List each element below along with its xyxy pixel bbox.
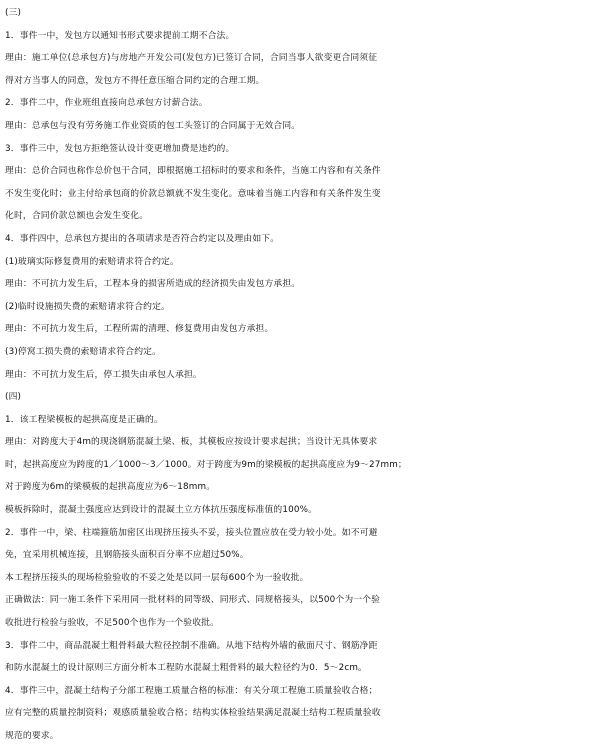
text-line: 理由：总价合同也称作总价包干合同，即根据施工招标时的要求和条件，当施工内容和有关条件 <box>5 166 381 177</box>
text-line: (四) <box>5 392 22 403</box>
text-line: 不发生变化时；业主付给承包商的价款总额就不发生变化。意味着当施工内容和有关条件发生变 <box>5 188 381 199</box>
text-line: 1．事件一中，发包方以通知书形式要求提前工期不合法。 <box>5 30 235 41</box>
text-line: 得对方当事人的同意，发包方不得任意压缩合同约定的合理工期。 <box>5 75 265 86</box>
text-line: 应有完整的质量控制资料；观感质量验收合格；结构实体检验结果满足混凝土结构工程质量验收 <box>5 708 381 719</box>
text-line: 理由：总承包与没有劳务施工作业资质的包工头签订的合同属于无效合同。 <box>5 120 301 131</box>
text-line: 理由：不可抗力发生后，停工损失由承包人承担。 <box>5 369 202 380</box>
text-line: 和防水混凝土的设计原则三方面分析本工程防水混凝土粗骨料的最大粒径约为0．5～2cm。 <box>5 663 367 674</box>
text-line: 理由：施工单位(总承包方)与房地产开发公司(发包方)已签订合同，合同当事人欲变更合同须征 <box>5 53 378 64</box>
text-line: 3．事件三中，发包方拒绝签认设计变更增加费是违约的。 <box>5 143 235 154</box>
text-line: 正确做法：同一施工条件下采用同一批材料的同等级、同形式、同规格接头，以500个为一个验 <box>5 595 381 606</box>
text-line: (3)停窝工损失费的索赔请求符合约定。 <box>5 346 162 357</box>
text-line: 理由：对跨度大于4m的现浇钢筋混凝土梁、板，其模板应按设计要求起拱；当设计无具体要求 <box>5 437 378 448</box>
text-line: 理由：不可抗力发生后，工程所需的清理、修复费用由发包方承担。 <box>5 324 274 335</box>
text-line: 1．该工程梁模板的起拱高度是正确的。 <box>5 414 163 425</box>
text-line: 时，起拱高度应为跨度的1／1000～3／1000。对于跨度为9m的梁模板的起拱高度应为9～27mm； <box>5 459 407 470</box>
text-line: 3．事件二中，商品混凝土粗骨料最大粒径控制不准确。从地下结构外墙的截面尺寸、钢筋净距 <box>5 640 378 651</box>
text-line: 4．事件三中，混凝土结构子分部工程施工质量合格的标准：有关分项工程施工质量验收合格； <box>5 685 378 696</box>
text-line: 化时，合同价款总额也会发生变化。 <box>5 211 149 222</box>
text-line: 本工程挤压接头的现场检验验收的不妥之处是以同一层每600个为一验收批。 <box>5 572 309 583</box>
text-line: 免，宜采用机械连接，且钢筋接头面积百分率不应超过50%。 <box>5 550 249 561</box>
text-line: 对于跨度为6m的梁模板的起拱高度应为6～18mm。 <box>5 482 216 493</box>
text-line: 收批进行检验与验收，不足500个也作为一个验收批。 <box>5 618 220 629</box>
text-line: 2．事件二中，作业班组直接向总承包方讨薪合法。 <box>5 98 208 109</box>
text-line: 理由：不可抗力发生后，工程本身的损害所造成的经济损失由发包方承担。 <box>5 279 301 290</box>
text-line: 4．事件四中，总承包方提出的各项请求是否符合约定以及理由如下。 <box>5 233 280 244</box>
text-line: 模板拆除时，混凝土强度应达到设计的混凝土立方体抗压强度标准值的100%。 <box>5 505 318 516</box>
text-line: (三) <box>5 8 22 18</box>
text-line: (1)玻璃实际修复费用的索赔请求符合约定。 <box>5 256 179 267</box>
text-line: 2．事件一中，梁、柱端箍筋加密区出现挤压接头不妥，接头位置应放在受力较小处。如不可避 <box>5 527 378 538</box>
text-line: (2)临时设施损失费的索赔请求符合约定。 <box>5 301 171 312</box>
text-line: 规范的要求。 <box>5 731 59 741</box>
